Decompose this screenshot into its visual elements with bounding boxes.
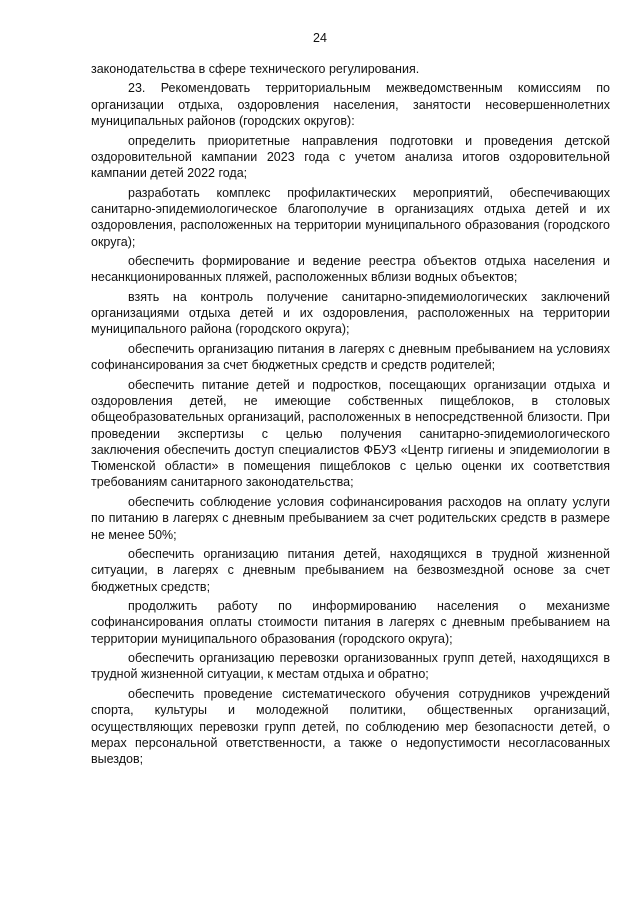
paragraph-staff-training: обеспечить проведение систематического обучения сотрудников учреждений спорта, культуры и молодежной политики, общественных организаций, осуществляющих перевозки групп детей, по соблюдению мер безопасности детей, о мерах персональной ответственности, а также о недопустимости несогласованных выездов; bbox=[91, 686, 610, 767]
document-body bbox=[91, 61, 610, 771]
paragraph-school-canteens: обеспечить питание детей и подростков, посещающих организации отдыха и оздоровления детей, не имеющие собственных пищеблоков, в столовых общеобразовательных организаций, расположенных в непосредственной близости. При проведении экспертизы с целью получения санитарно-эпидемиологического заключения обеспечить доступ специалистов ФБУЗ «Центр гигиены и эпидемиологии в Тюменской области» в помещения пищеблоков с целью оценки их соответствия требованиям санитарного законодательства; bbox=[91, 377, 610, 490]
paragraph-sanitary-conclusions: взять на контроль получение санитарно-эпидемиологических заключений организациями отдыха детей и их оздоровления, расположенных на территории муниципального района (городского округа); bbox=[91, 289, 610, 337]
paragraph-free-meals: обеспечить организацию питания детей, находящихся в трудной жизненной ситуации, в лагерях с дневным пребыванием на безвозмездной основе за счет бюджетных средств; bbox=[91, 547, 610, 594]
paragraph-camp-nutrition: обеспечить организацию питания в лагерях с дневным пребыванием на условиях софинансирования за счет бюджетных средств и средств родителей; bbox=[91, 341, 610, 373]
paragraph-priority-directions: определить приоритетные направления подготовки и проведения детской оздоровительной кампании 2023 года с учетом анализа итогов оздоровительной кампании детей 2022 года; bbox=[91, 133, 610, 181]
paragraph-transport: обеспечить организацию перевозки организованных групп детей, находящихся в трудной жизненной ситуации, к местам отдыха и обратно; bbox=[91, 651, 610, 682]
paragraph-public-informing: продолжить работу по информированию населения о механизме софинансирования оплаты стоимости питания в лагерях с дневным пребыванием на территории муниципального образования (городского округа); bbox=[91, 599, 610, 646]
page-number: 24 bbox=[313, 31, 327, 45]
paragraph-beach-registry: обеспечить формирование и ведение реестра объектов отдыха населения и несанкционированных пляжей, расположенных вблизи водных объектов; bbox=[91, 254, 610, 285]
paragraph-continuation: законодательства в сфере технического регулирования. bbox=[91, 62, 420, 76]
paragraph-preventive-measures: разработать комплекс профилактических мероприятий, обеспечивающих санитарно-эпидемиологическое благополучие в организациях отдыха детей и их оздоровления, расположенных на территории муниципального образования (городского округа); bbox=[91, 185, 610, 249]
paragraph-item-23: 23. Рекомендовать территориальным межведомственным комиссиям по организации отдыха, оздоровления населения, занятости несовершеннолетних муниципальных районов (городских округов): bbox=[91, 81, 610, 129]
paragraph-cofinancing: обеспечить соблюдение условия софинансирования расходов на оплату услуги по питанию в лагерях с дневным пребыванием за счет родительских средств в размере не менее 50%; bbox=[91, 494, 610, 542]
